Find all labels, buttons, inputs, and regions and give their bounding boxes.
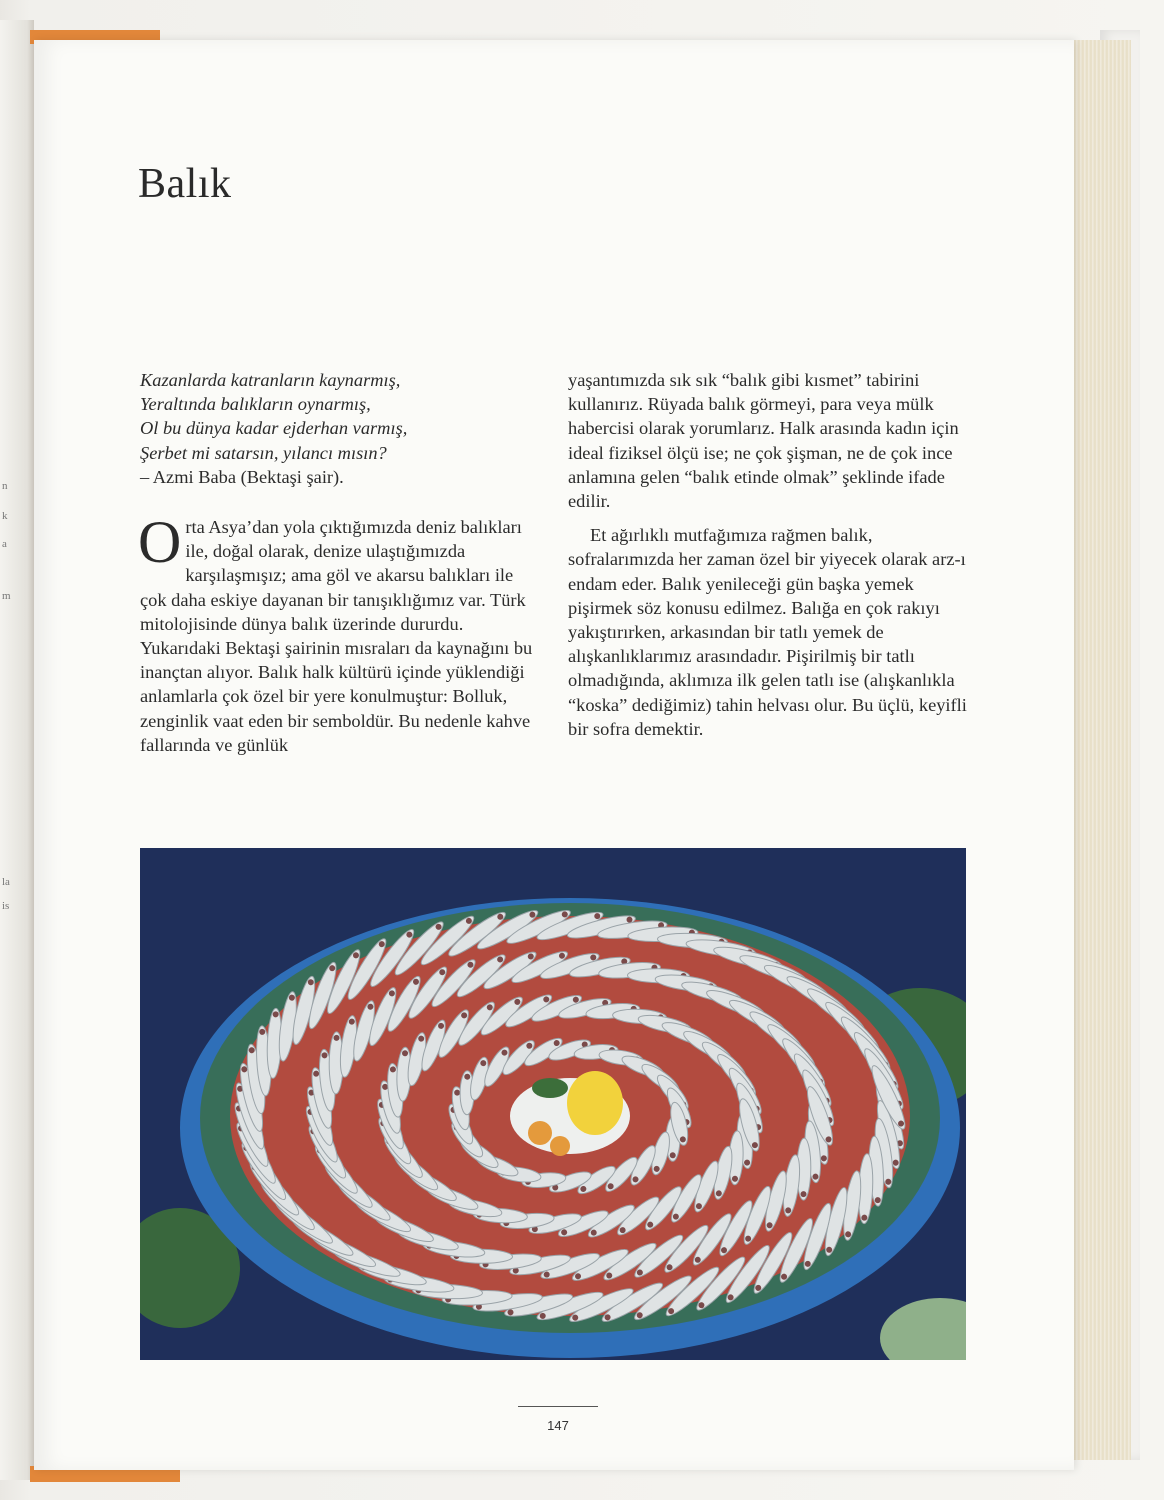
fish-platter-photo <box>140 848 966 1360</box>
folio-rule <box>518 1406 598 1407</box>
poem-line: Ol bu dünya kadar ejderhan varmış, <box>140 418 408 439</box>
text-column-right <box>568 368 968 741</box>
poem-line: Yeraltında balıkların oynarmış, <box>140 394 371 415</box>
poem-line: Şerbet mi satarsın, yılancı mısın? <box>140 442 387 463</box>
photo-illustration <box>140 848 966 1360</box>
body-paragraph <box>138 509 540 757</box>
facing-page-edge: n k a m la is <box>0 20 34 1480</box>
poem-line: Kazanlarda katranların kaynarmış, <box>140 370 401 390</box>
text-column-left <box>140 368 540 757</box>
page-edges <box>1072 40 1131 1460</box>
page-number: 147 <box>547 1418 569 1433</box>
book-page <box>34 40 1074 1470</box>
poem <box>140 368 540 489</box>
poem-attribution: – Azmi Baba (Bektaşi şair). <box>140 466 344 487</box>
drop-cap: O <box>138 509 182 576</box>
paragraph-text: rta Asya’dan yola çıktığımızda deniz balıkları ile, doğal olarak, denize ulaştığımızda karşılaşmışız; ama göl ve akarsu balıkları ile çok daha eskiye dayanan bir tanışıklığımız var. Türk mitolojisinde dünya balık üzerinde dururdu. Yukarıdaki Bektaşi şairinin mısraları da kaynağını bu inançtan alıyor. Balık halk kültürü içinde yüklendiği anlamlarla çok özel bir yere konulmuştur: Bolluk, zenginlik vaat eden bir semboldür. Bu nedenle kahve fallarında ve günlük <box>140 517 533 755</box>
body-paragraph: Et ağırlıklı mutfağımıza rağmen balık, sofralarımızda her zaman özel bir yiyecek olarak arz-ı endam eder. Balık yenileceği gün başka yemek pişirmek söz konusu edilmez. Balığa en çok rakıyı yakıştırırken, arkasından bir tatlı yemek de alışkanlıklarımız arasındadır. Pişirilmiş bir tatlı olmadığında, aklımıza ilk gelen tatlı ise (alışkanlıkla “koska” dediğimiz) tahin helvası olur. Bu üçlü, keyifli bir sofra demektir. <box>568 525 967 739</box>
body-paragraph-continued: yaşantımızda sık sık “balık gibi kısmet” tabirini kullanırız. Rüyada balık görmeyi, para veya mülk habercisi olarak yorumlarız. Halk arasında kadın için ideal fiziksel ölçü ise; ne çok şişman, ne de çok ince anlamına gelen “balık etinde olmak” şeklinde ifade edilir. <box>568 370 959 512</box>
page-title: Balık <box>138 161 232 207</box>
